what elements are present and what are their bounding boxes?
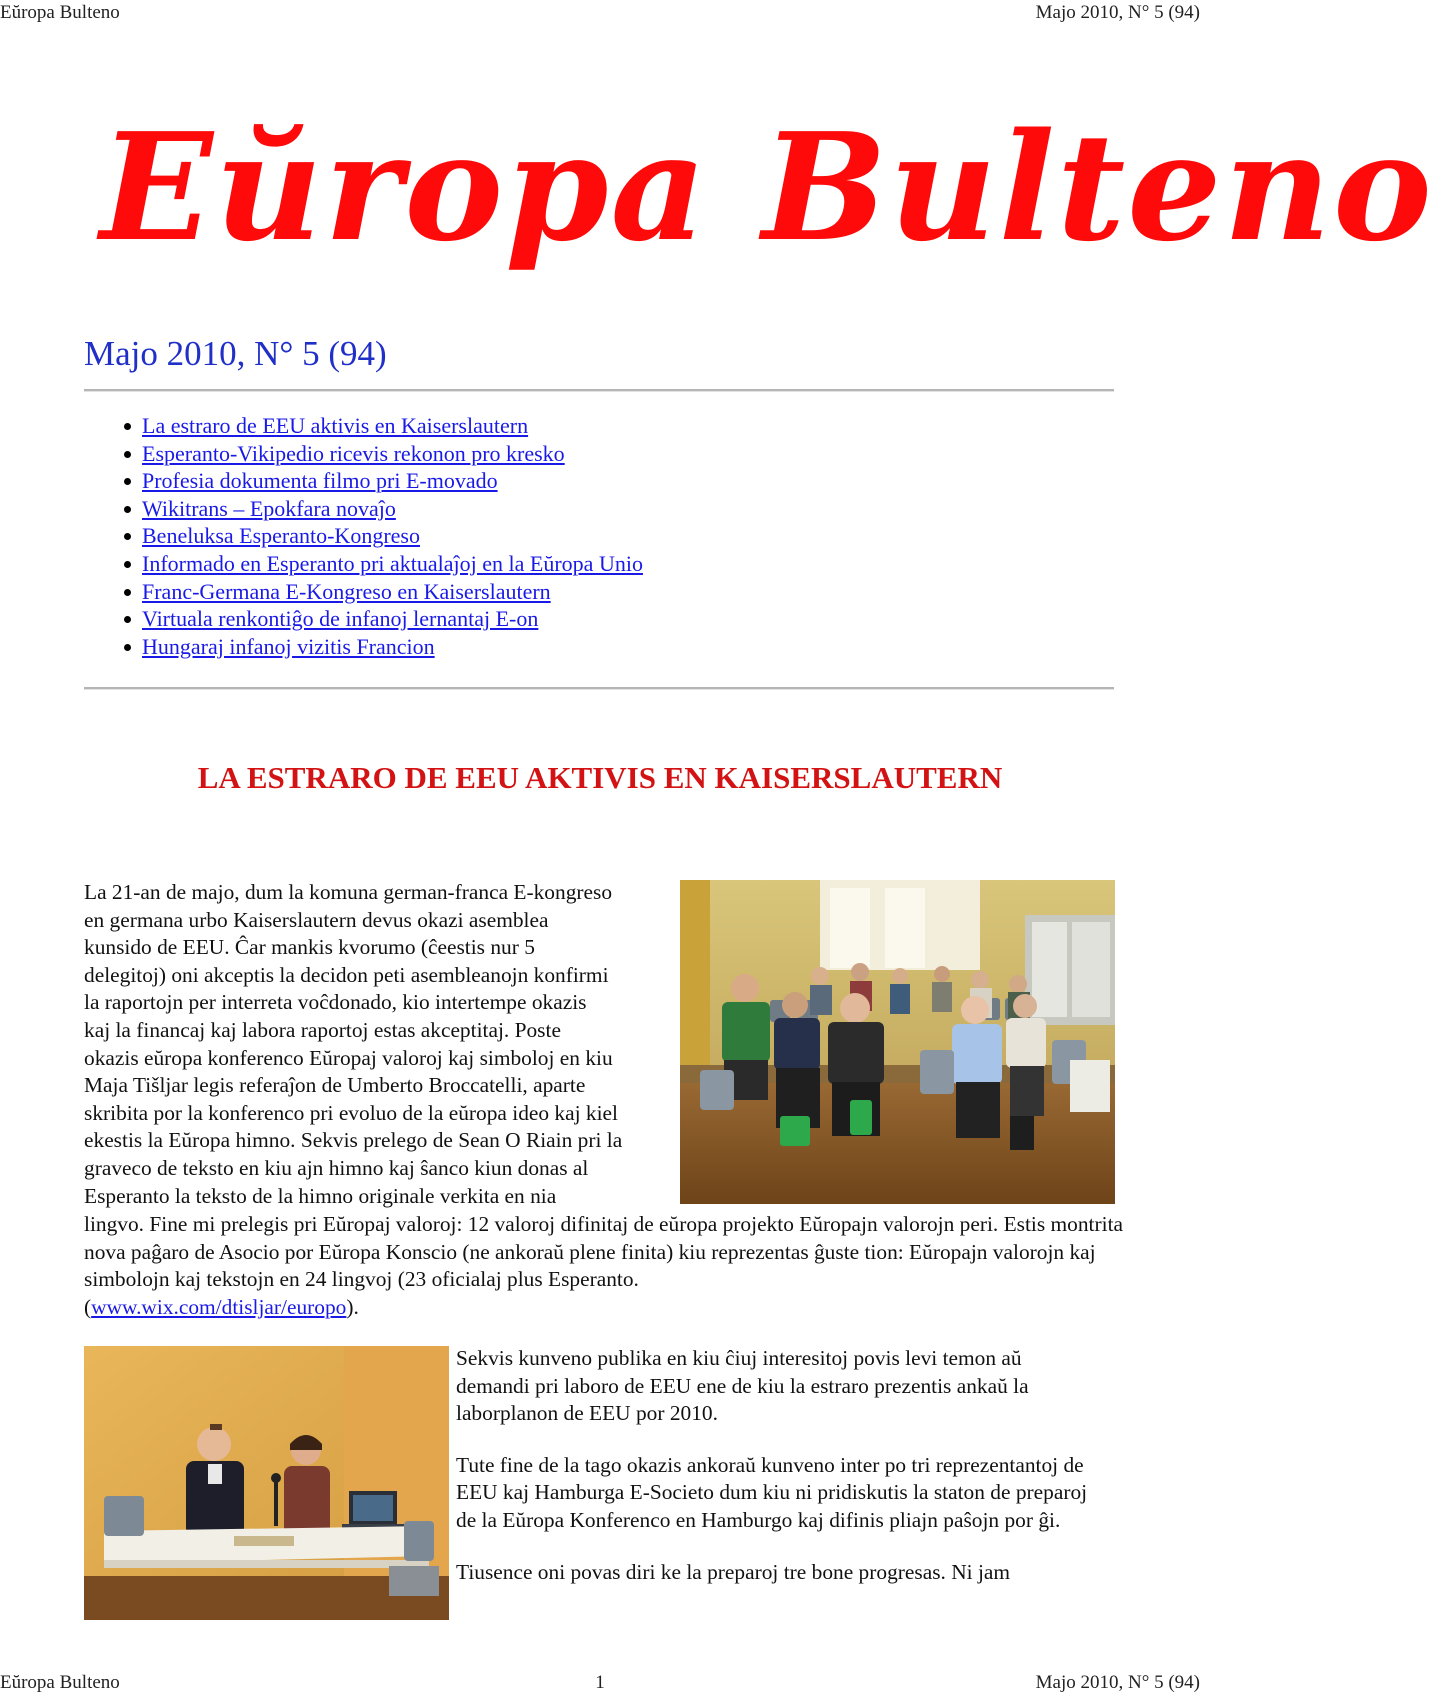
- presenters-photo: [84, 1346, 449, 1620]
- toc-item: [122, 467, 643, 495]
- toc-item: [122, 440, 643, 468]
- toc-item: [122, 495, 643, 523]
- conference-audience-photo: [680, 880, 1115, 1204]
- toc-link[interactable]: Esperanto-Vikipedio ricevis rekonon pro kresko: [142, 440, 565, 466]
- article-paragraph-1: [84, 879, 674, 1210]
- toc-link[interactable]: Beneluksa Esperanto-Kongreso: [142, 523, 420, 549]
- toc-link[interactable]: Franc-Germana E-Kongreso en Kaiserslautern: [142, 578, 551, 604]
- text-line: la raportojn per interreta voĉdonado, kio intertempe okazis: [84, 990, 587, 1015]
- article-text: lingvo. Fine mi prelegis pri Eŭropaj valoroj: 12 valoroj difinitaj de eŭropa projekto Eŭropajn valorojn peri. Estis montrita nova paĝaro de Asocio por Eŭropa Konscio (ne ankoraŭ plene finita) kiu reprezentas ĝuste tion: Eŭropajn valorojn kaj simbolojn kaj tekstojn en 24 lingvoj (23 oficialaj plus Esperanto.: [84, 1212, 1124, 1292]
- article-right-column: [456, 1345, 1096, 1586]
- article-paragraph-4: Tiusence oni povas diri ke la preparoj tre bone progresas. Ni jam: [456, 1559, 1011, 1584]
- toc-item: [122, 412, 643, 440]
- toc-item: [122, 578, 643, 606]
- running-header-issue: Majo 2010, N° 5 (94): [1035, 2, 1200, 23]
- divider-bottom: [84, 687, 1114, 690]
- toc-link[interactable]: Informado en Esperanto pri aktualaĵoj en la Eŭropa Unio: [142, 550, 643, 576]
- text-line: en germana urbo Kaiserslautern devus okazi asemblea: [84, 907, 549, 932]
- article-paragraph-3: Tute fine de la tago okazis ankoraŭ kunveno inter po tri reprezentantoj de EEU kaj Hamburga E-Societo dum kiu ni pridiskutis la staton de preparoj de la Eŭropa Konferenco en Hamburgo kaj difinis pliajn paŝojn por ĝi.: [456, 1452, 1088, 1532]
- text-line: okazis eŭropa konferenco Eŭropaj valoroj kaj simboloj en kiu: [84, 1045, 613, 1070]
- running-header-title: Eŭropa Bulteno: [0, 2, 120, 23]
- running-footer-title: Eŭropa Bulteno: [0, 1672, 120, 1693]
- toc-link[interactable]: Profesia dokumenta filmo pri E-movado: [142, 468, 498, 494]
- divider-top: [84, 389, 1114, 392]
- text-line: Esperanto la teksto de la himno originale verkita en nia: [84, 1183, 557, 1208]
- text-line: La 21-an de majo, dum la komuna german-franca E-kongreso: [84, 880, 613, 904]
- masthead-title: Eŭropa Bulteno: [100, 100, 1434, 274]
- toc-item: [122, 522, 643, 550]
- article-paragraph-1-continued: [84, 1211, 1124, 1321]
- toc-link[interactable]: Wikitrans – Epokfara novaĵo: [142, 495, 396, 521]
- issue-title: Majo 2010, N° 5 (94): [84, 334, 387, 373]
- text-line: Maja Tišljar legis referaĵon de Umberto Broccatelli, aparte: [84, 1073, 586, 1098]
- text-line: kunsido de EEU. Ĉar mankis kvorumo (ĉeestis nur 5: [84, 935, 535, 960]
- article-heading: LA ESTRARO DE EEU AKTIVIS EN KAISERSLAUTERN: [197, 760, 1003, 795]
- toc-item: [122, 605, 643, 633]
- running-footer-issue: Majo 2010, N° 5 (94): [1035, 1672, 1200, 1693]
- toc-link[interactable]: La estraro de EEU aktivis en Kaiserslautern: [142, 413, 529, 438]
- text-line: ekestis la Eŭropa himno. Sekvis prelego de Sean O Riain pri la: [84, 1128, 623, 1153]
- text-line: kaj la financaj kaj labora raportoj estas akceptitaj. Poste: [84, 1017, 561, 1042]
- text-line: graveco de teksto en kiu ajn himno kaj ŝanco kiun donas al: [84, 1155, 589, 1180]
- toc-item: [122, 550, 643, 578]
- europo-website-link[interactable]: www.wix.com/dtisljar/europo: [91, 1294, 347, 1319]
- table-of-contents: [122, 412, 643, 660]
- text-line: delegitoj) oni akceptis la decidon peti asembleanojn konfirmi: [84, 962, 609, 987]
- text-line: skribita por la konferenco pri evoluo de la eŭropa ideo kaj kiel: [84, 1100, 618, 1125]
- page-number: 1: [595, 1672, 605, 1693]
- toc-link[interactable]: Hungaraj infanoj vizitis Francion: [142, 633, 435, 659]
- article-paragraph-2: Sekvis kunveno publika en kiu ĉiuj interesitoj povis levi temon aŭ demandi pri laboro de EEU ene de kiu la estraro prezentis ankaŭ la laborplanon de EEU por 2010.: [456, 1346, 1029, 1426]
- toc-link[interactable]: Virtuala renkontiĝo de infanoj lernantaj E-on: [142, 606, 539, 632]
- link-close-paren: ).: [346, 1294, 359, 1319]
- toc-item: [122, 633, 643, 661]
- link-open-paren: (: [84, 1294, 92, 1319]
